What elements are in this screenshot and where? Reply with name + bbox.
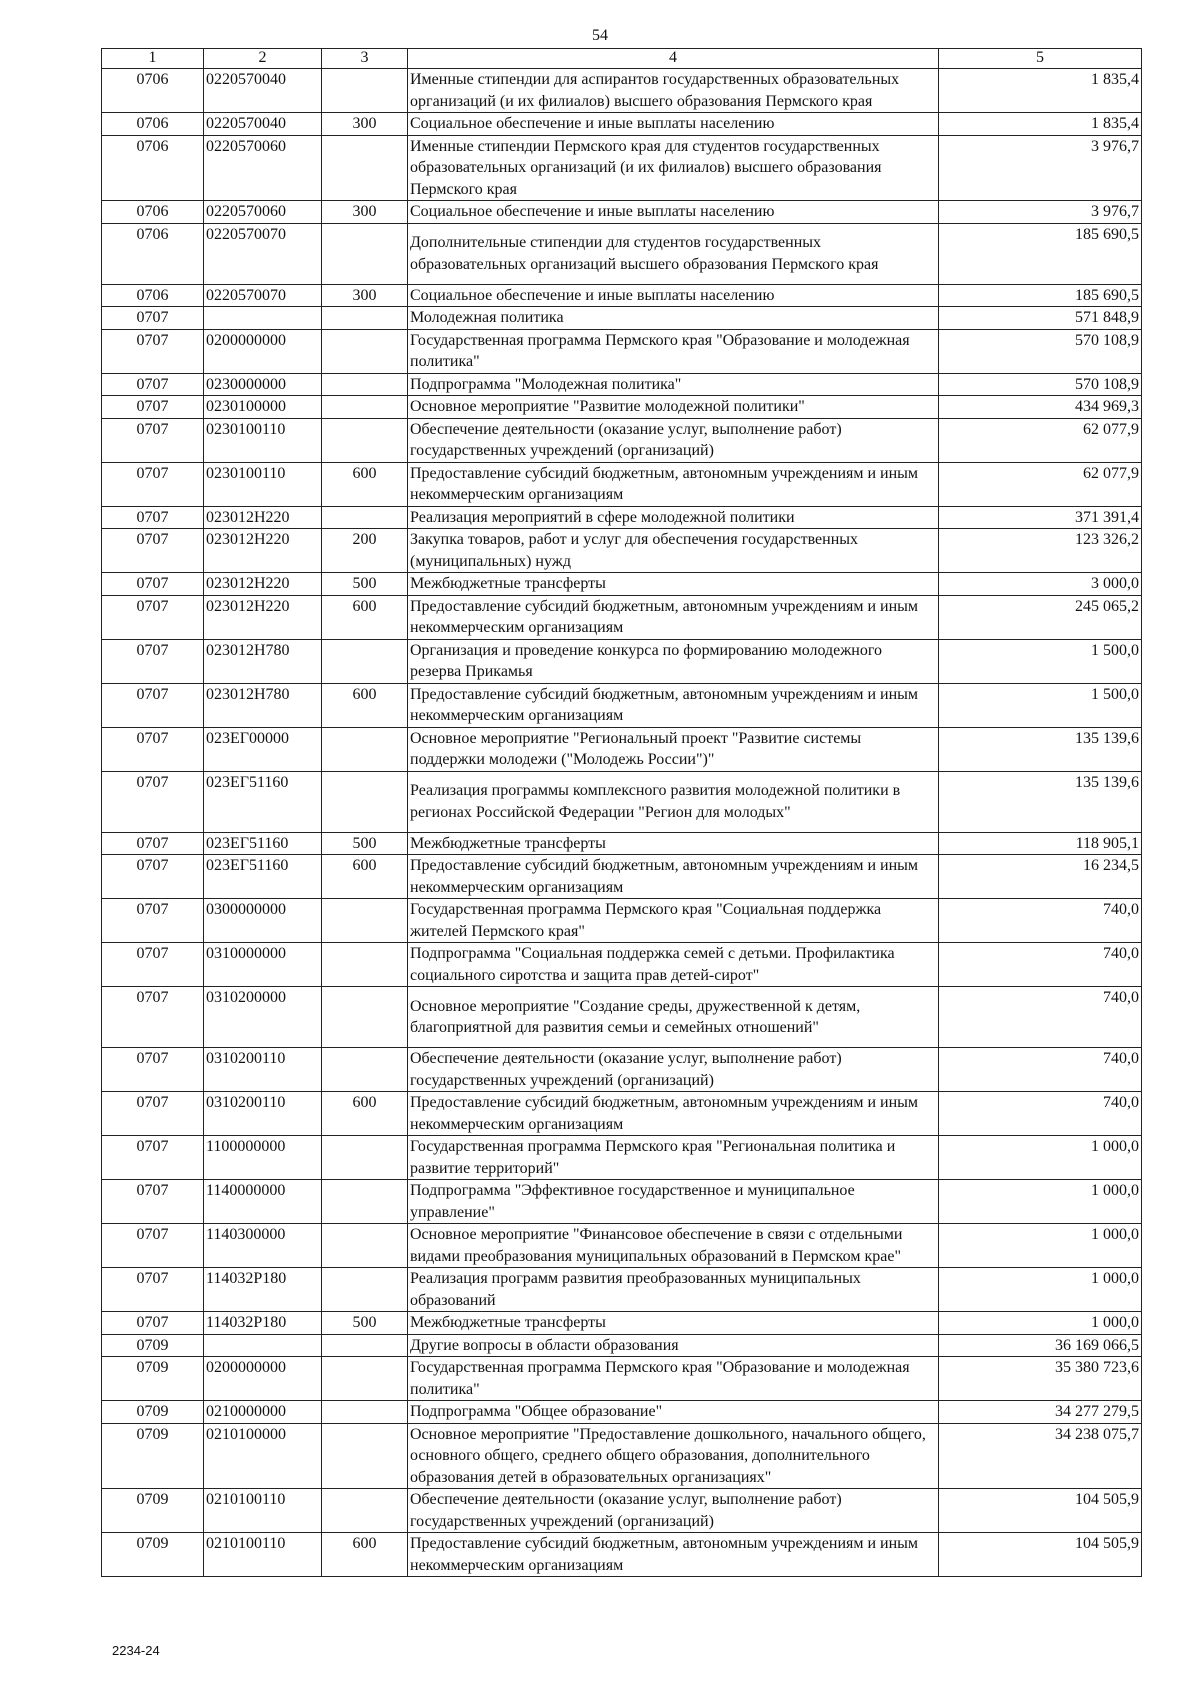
table-row xyxy=(102,943,1142,987)
cell-section: 0707 xyxy=(102,1180,204,1224)
table-row xyxy=(102,1334,1142,1357)
budget-table xyxy=(101,48,1142,1577)
cell-section: 0707 xyxy=(102,595,204,639)
table-row xyxy=(102,595,1142,639)
cell-expense-type xyxy=(322,329,408,373)
cell-target-article: 023012Н220 xyxy=(204,595,322,639)
cell-section: 0707 xyxy=(102,683,204,727)
cell-amount: 135 139,6 xyxy=(939,771,1142,832)
cell-expense-type: 600 xyxy=(322,1533,408,1577)
cell-amount: 1 000,0 xyxy=(939,1268,1142,1312)
cell-name: Именные стипендии Пермского края для студентов государственных образовательных организаций (и их филиалов) высшего образования Пермского края xyxy=(408,135,939,201)
cell-section: 0707 xyxy=(102,506,204,529)
cell-expense-type xyxy=(322,1489,408,1533)
cell-amount: 1 500,0 xyxy=(939,639,1142,683)
cell-name: Государственная программа Пермского края "Региональная политика и развитие территорий" xyxy=(408,1136,939,1180)
cell-name: Основное мероприятие "Развитие молодежной политики" xyxy=(408,396,939,419)
cell-section: 0707 xyxy=(102,727,204,771)
cell-amount: 123 326,2 xyxy=(939,529,1142,573)
cell-section: 0707 xyxy=(102,373,204,396)
cell-name: Основное мероприятие "Финансовое обеспечение в связи с отдельными видами преобразования муниципальных образований в Пермском крае" xyxy=(408,1224,939,1268)
cell-section: 0707 xyxy=(102,1092,204,1136)
cell-name: Предоставление субсидий бюджетным, автономным учреждениям и иным некоммерческим организациям xyxy=(408,855,939,899)
cell-expense-type xyxy=(322,1423,408,1489)
cell-name: Предоставление субсидий бюджетным, автономным учреждениям и иным некоммерческим организациям xyxy=(408,1533,939,1577)
column-header-name: 4 xyxy=(408,49,939,69)
cell-amount: 135 139,6 xyxy=(939,727,1142,771)
cell-name: Подпрограмма "Молодежная политика" xyxy=(408,373,939,396)
cell-target-article xyxy=(204,307,322,330)
cell-expense-type xyxy=(322,771,408,832)
cell-target-article: 0210100110 xyxy=(204,1489,322,1533)
table-row xyxy=(102,1312,1142,1335)
cell-name: Обеспечение деятельности (оказание услуг, выполнение работ) государственных учреждений (организаций) xyxy=(408,418,939,462)
cell-amount: 104 505,9 xyxy=(939,1533,1142,1577)
cell-target-article: 0220570060 xyxy=(204,201,322,224)
column-header-section: 1 xyxy=(102,49,204,69)
cell-expense-type: 500 xyxy=(322,1312,408,1335)
cell-name: Организация и проведение конкурса по формированию молодежного резерва Прикамья xyxy=(408,639,939,683)
cell-section: 0707 xyxy=(102,855,204,899)
cell-target-article: 023012Н220 xyxy=(204,506,322,529)
cell-expense-type: 300 xyxy=(322,113,408,136)
cell-expense-type: 500 xyxy=(322,573,408,596)
cell-section: 0707 xyxy=(102,1136,204,1180)
cell-section: 0707 xyxy=(102,639,204,683)
document-code: 2234-24 xyxy=(112,1643,160,1658)
cell-expense-type: 600 xyxy=(322,595,408,639)
cell-expense-type xyxy=(322,135,408,201)
column-header-target-article: 2 xyxy=(204,49,322,69)
cell-amount: 740,0 xyxy=(939,943,1142,987)
cell-name: Дополнительные стипендии для студентов государственных образовательных организаций высшего образования Пермского края xyxy=(408,223,939,284)
table-row xyxy=(102,1423,1142,1489)
cell-section: 0707 xyxy=(102,418,204,462)
cell-target-article: 0200000000 xyxy=(204,329,322,373)
cell-amount: 34 238 075,7 xyxy=(939,1423,1142,1489)
page-number: 54 xyxy=(592,27,608,44)
cell-target-article: 0230100000 xyxy=(204,396,322,419)
cell-section: 0707 xyxy=(102,529,204,573)
cell-amount: 62 077,9 xyxy=(939,418,1142,462)
cell-name: Межбюджетные трансферты xyxy=(408,573,939,596)
cell-target-article: 023012Н780 xyxy=(204,639,322,683)
cell-name: Именные стипендии для аспирантов государственных образовательных организаций (и их филиалов) высшего образования Пермского края xyxy=(408,69,939,113)
table-row xyxy=(102,855,1142,899)
cell-target-article: 1100000000 xyxy=(204,1136,322,1180)
cell-expense-type xyxy=(322,396,408,419)
cell-expense-type xyxy=(322,899,408,943)
table-row xyxy=(102,1180,1142,1224)
cell-section: 0707 xyxy=(102,1312,204,1335)
cell-amount: 371 391,4 xyxy=(939,506,1142,529)
cell-name: Реализация программ развития преобразованных муниципальных образований xyxy=(408,1268,939,1312)
cell-expense-type xyxy=(322,727,408,771)
table-row xyxy=(102,418,1142,462)
cell-name: Обеспечение деятельности (оказание услуг, выполнение работ) государственных учреждений (организаций) xyxy=(408,1489,939,1533)
table-row xyxy=(102,462,1142,506)
table-row xyxy=(102,639,1142,683)
cell-name: Государственная программа Пермского края "Образование и молодежная политика" xyxy=(408,329,939,373)
cell-expense-type: 500 xyxy=(322,832,408,855)
table-row xyxy=(102,727,1142,771)
cell-target-article: 0310200110 xyxy=(204,1092,322,1136)
cell-name: Основное мероприятие "Региональный проект "Развитие системы поддержки молодежи ("Молодежь России")" xyxy=(408,727,939,771)
table-row xyxy=(102,832,1142,855)
table-row xyxy=(102,987,1142,1048)
cell-section: 0707 xyxy=(102,307,204,330)
cell-target-article: 0220570070 xyxy=(204,284,322,307)
cell-amount: 1 500,0 xyxy=(939,683,1142,727)
cell-name: Основное мероприятие "Создание среды, дружественной к детям, благоприятной для развития семьи и семейных отношений" xyxy=(408,987,939,1048)
table-row xyxy=(102,307,1142,330)
cell-section: 0707 xyxy=(102,832,204,855)
cell-section: 0706 xyxy=(102,223,204,284)
cell-name: Предоставление субсидий бюджетным, автономным учреждениям и иным некоммерческим организациям xyxy=(408,462,939,506)
cell-section: 0707 xyxy=(102,1268,204,1312)
cell-amount: 3 976,7 xyxy=(939,201,1142,224)
cell-amount: 34 277 279,5 xyxy=(939,1401,1142,1424)
cell-name: Государственная программа Пермского края "Образование и молодежная политика" xyxy=(408,1357,939,1401)
cell-amount: 118 905,1 xyxy=(939,832,1142,855)
table-row xyxy=(102,506,1142,529)
table-row xyxy=(102,573,1142,596)
column-header-expense-type: 3 xyxy=(322,49,408,69)
table-row xyxy=(102,1489,1142,1533)
cell-section: 0707 xyxy=(102,987,204,1048)
cell-section: 0707 xyxy=(102,573,204,596)
cell-name: Подпрограмма "Эффективное государственное и муниципальное управление" xyxy=(408,1180,939,1224)
cell-expense-type xyxy=(322,943,408,987)
cell-amount: 571 848,9 xyxy=(939,307,1142,330)
cell-section: 0707 xyxy=(102,1048,204,1092)
cell-name: Основное мероприятие "Предоставление дошкольного, начального общего, основного общего, среднего общего образования, дополнительного образования детей в образовательных организациях" xyxy=(408,1423,939,1489)
cell-target-article: 114032Р180 xyxy=(204,1268,322,1312)
cell-target-article: 023ЕГ51160 xyxy=(204,771,322,832)
cell-name: Государственная программа Пермского края "Социальная поддержка жителей Пермского края" xyxy=(408,899,939,943)
cell-name: Предоставление субсидий бюджетным, автономным учреждениям и иным некоммерческим организациям xyxy=(408,683,939,727)
cell-section: 0707 xyxy=(102,771,204,832)
cell-target-article: 023012Н220 xyxy=(204,529,322,573)
cell-section: 0709 xyxy=(102,1533,204,1577)
cell-target-article: 0310000000 xyxy=(204,943,322,987)
table-row xyxy=(102,1268,1142,1312)
cell-target-article: 0220570040 xyxy=(204,113,322,136)
table-row xyxy=(102,529,1142,573)
table-row xyxy=(102,201,1142,224)
cell-expense-type: 300 xyxy=(322,284,408,307)
table-row xyxy=(102,135,1142,201)
cell-section: 0706 xyxy=(102,69,204,113)
cell-section: 0709 xyxy=(102,1357,204,1401)
cell-expense-type: 600 xyxy=(322,683,408,727)
cell-target-article: 023ЕГ51160 xyxy=(204,832,322,855)
cell-target-article: 0210100000 xyxy=(204,1423,322,1489)
cell-section: 0709 xyxy=(102,1401,204,1424)
cell-target-article xyxy=(204,1334,322,1357)
table-row xyxy=(102,683,1142,727)
cell-expense-type xyxy=(322,987,408,1048)
cell-target-article: 1140000000 xyxy=(204,1180,322,1224)
cell-target-article: 0310200000 xyxy=(204,987,322,1048)
cell-name: Реализация программы комплексного развития молодежной политики в регионах Российской Федерации "Регион для молодых" xyxy=(408,771,939,832)
cell-expense-type: 300 xyxy=(322,201,408,224)
table-row xyxy=(102,1533,1142,1577)
cell-name: Социальное обеспечение и иные выплаты населению xyxy=(408,284,939,307)
cell-amount: 36 169 066,5 xyxy=(939,1334,1142,1357)
cell-target-article: 023ЕГ00000 xyxy=(204,727,322,771)
cell-expense-type xyxy=(322,1136,408,1180)
table-row xyxy=(102,1048,1142,1092)
cell-expense-type xyxy=(322,1268,408,1312)
table-header-row xyxy=(102,49,1142,69)
cell-expense-type xyxy=(322,1357,408,1401)
cell-name: Социальное обеспечение и иные выплаты населению xyxy=(408,201,939,224)
cell-name: Предоставление субсидий бюджетным, автономным учреждениям и иным некоммерческим организациям xyxy=(408,1092,939,1136)
cell-expense-type: 200 xyxy=(322,529,408,573)
cell-expense-type: 600 xyxy=(322,1092,408,1136)
cell-target-article: 023012Н220 xyxy=(204,573,322,596)
cell-amount: 3 000,0 xyxy=(939,573,1142,596)
cell-amount: 1 835,4 xyxy=(939,69,1142,113)
cell-name: Обеспечение деятельности (оказание услуг, выполнение работ) государственных учреждений (организаций) xyxy=(408,1048,939,1092)
cell-expense-type xyxy=(322,1048,408,1092)
cell-target-article: 0230100110 xyxy=(204,462,322,506)
table-row xyxy=(102,1401,1142,1424)
table-row xyxy=(102,223,1142,284)
cell-section: 0706 xyxy=(102,284,204,307)
cell-expense-type xyxy=(322,1401,408,1424)
table-row xyxy=(102,284,1142,307)
cell-amount: 1 000,0 xyxy=(939,1136,1142,1180)
cell-amount: 1 835,4 xyxy=(939,113,1142,136)
cell-name: Предоставление субсидий бюджетным, автономным учреждениям и иным некоммерческим организациям xyxy=(408,595,939,639)
cell-expense-type xyxy=(322,418,408,462)
cell-target-article: 023012Н780 xyxy=(204,683,322,727)
table-row xyxy=(102,1136,1142,1180)
cell-amount: 570 108,9 xyxy=(939,329,1142,373)
table-body xyxy=(102,69,1142,1577)
cell-name: Закупка товаров, работ и услуг для обеспечения государственных (муниципальных) нужд xyxy=(408,529,939,573)
cell-amount: 185 690,5 xyxy=(939,284,1142,307)
cell-section: 0706 xyxy=(102,113,204,136)
cell-target-article: 0230100110 xyxy=(204,418,322,462)
cell-amount: 570 108,9 xyxy=(939,373,1142,396)
cell-target-article: 0230000000 xyxy=(204,373,322,396)
cell-expense-type xyxy=(322,373,408,396)
cell-target-article: 0220570040 xyxy=(204,69,322,113)
cell-target-article: 114032Р180 xyxy=(204,1312,322,1335)
cell-name: Реализация мероприятий в сфере молодежной политики xyxy=(408,506,939,529)
cell-section: 0707 xyxy=(102,396,204,419)
table-row xyxy=(102,396,1142,419)
cell-target-article: 0220570060 xyxy=(204,135,322,201)
cell-amount: 1 000,0 xyxy=(939,1224,1142,1268)
cell-name: Социальное обеспечение и иные выплаты населению xyxy=(408,113,939,136)
cell-name: Другие вопросы в области образования xyxy=(408,1334,939,1357)
table-row xyxy=(102,1092,1142,1136)
cell-amount: 16 234,5 xyxy=(939,855,1142,899)
cell-name: Подпрограмма "Социальная поддержка семей с детьми. Профилактика социального сиротства и защита прав детей-сирот" xyxy=(408,943,939,987)
cell-section: 0707 xyxy=(102,1224,204,1268)
table-row xyxy=(102,69,1142,113)
cell-amount: 740,0 xyxy=(939,899,1142,943)
cell-amount: 740,0 xyxy=(939,987,1142,1048)
cell-section: 0707 xyxy=(102,329,204,373)
cell-target-article: 0310200110 xyxy=(204,1048,322,1092)
cell-expense-type xyxy=(322,223,408,284)
cell-amount: 104 505,9 xyxy=(939,1489,1142,1533)
cell-amount: 1 000,0 xyxy=(939,1312,1142,1335)
cell-expense-type xyxy=(322,1180,408,1224)
cell-section: 0707 xyxy=(102,462,204,506)
cell-name: Молодежная политика xyxy=(408,307,939,330)
cell-target-article: 1140300000 xyxy=(204,1224,322,1268)
cell-amount: 434 969,3 xyxy=(939,396,1142,419)
cell-section: 0707 xyxy=(102,899,204,943)
cell-expense-type: 600 xyxy=(322,462,408,506)
cell-amount: 185 690,5 xyxy=(939,223,1142,284)
cell-target-article: 023ЕГ51160 xyxy=(204,855,322,899)
cell-amount: 1 000,0 xyxy=(939,1180,1142,1224)
cell-expense-type xyxy=(322,307,408,330)
cell-target-article: 0200000000 xyxy=(204,1357,322,1401)
cell-name: Межбюджетные трансферты xyxy=(408,832,939,855)
cell-target-article: 0220570070 xyxy=(204,223,322,284)
table-row xyxy=(102,373,1142,396)
cell-amount: 245 065,2 xyxy=(939,595,1142,639)
cell-section: 0706 xyxy=(102,201,204,224)
cell-expense-type xyxy=(322,506,408,529)
cell-expense-type xyxy=(322,1224,408,1268)
cell-expense-type xyxy=(322,1334,408,1357)
cell-section: 0706 xyxy=(102,135,204,201)
cell-name: Подпрограмма "Общее образование" xyxy=(408,1401,939,1424)
cell-amount: 740,0 xyxy=(939,1092,1142,1136)
table-row xyxy=(102,329,1142,373)
cell-amount: 740,0 xyxy=(939,1048,1142,1092)
cell-amount: 62 077,9 xyxy=(939,462,1142,506)
cell-section: 0707 xyxy=(102,943,204,987)
cell-section: 0709 xyxy=(102,1489,204,1533)
table-row xyxy=(102,1224,1142,1268)
cell-expense-type: 600 xyxy=(322,855,408,899)
cell-expense-type xyxy=(322,69,408,113)
column-header-amount: 5 xyxy=(939,49,1142,69)
cell-target-article: 0300000000 xyxy=(204,899,322,943)
cell-expense-type xyxy=(322,639,408,683)
cell-amount: 3 976,7 xyxy=(939,135,1142,201)
cell-target-article: 0210100110 xyxy=(204,1533,322,1577)
cell-section: 0709 xyxy=(102,1334,204,1357)
cell-target-article: 0210000000 xyxy=(204,1401,322,1424)
table-row xyxy=(102,899,1142,943)
table-row xyxy=(102,771,1142,832)
cell-section: 0709 xyxy=(102,1423,204,1489)
cell-name: Межбюджетные трансферты xyxy=(408,1312,939,1335)
cell-amount: 35 380 723,6 xyxy=(939,1357,1142,1401)
table-row xyxy=(102,1357,1142,1401)
table-row xyxy=(102,113,1142,136)
